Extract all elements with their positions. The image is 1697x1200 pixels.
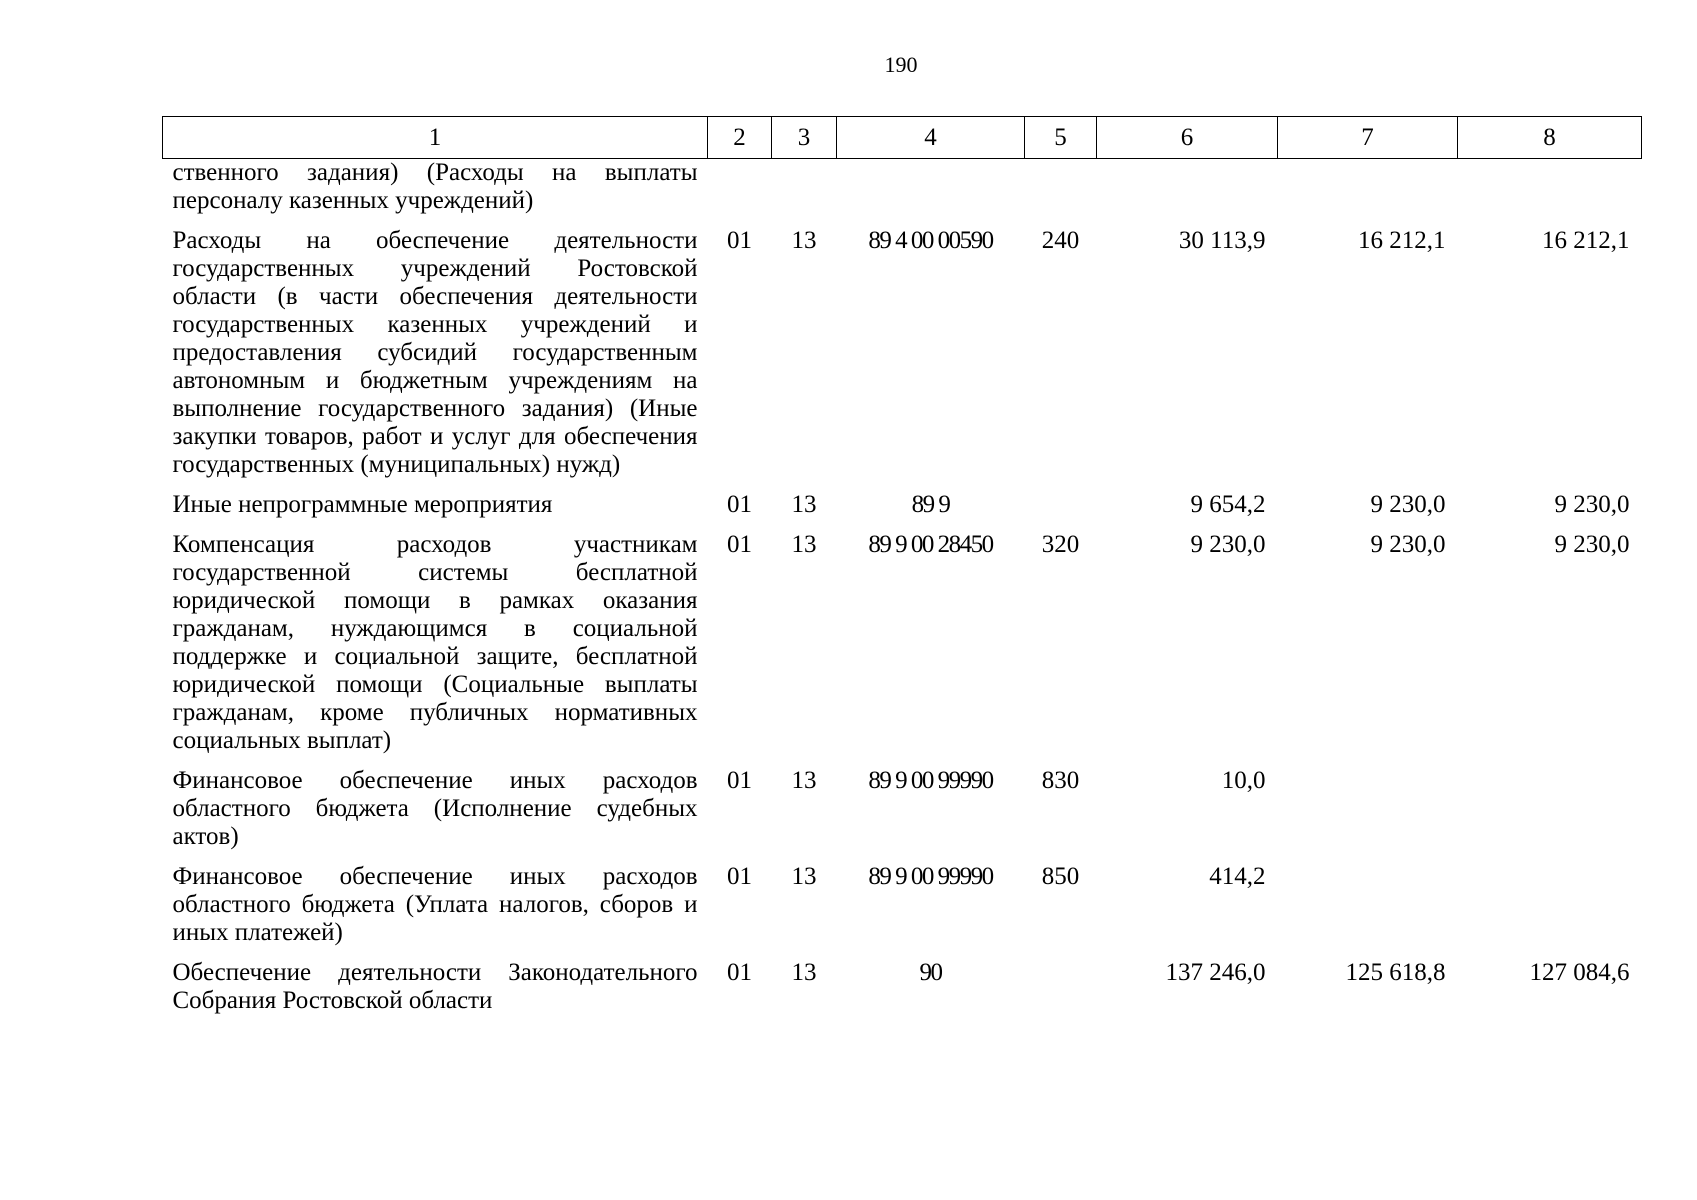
row-expense-type: [1025, 159, 1097, 228]
row-amount-col7: 16 212,1: [1358, 227, 1446, 254]
row-section-code: 01: [727, 227, 752, 254]
row-amount-col6: [1097, 159, 1278, 228]
row-section-code: [708, 159, 772, 228]
row-subsection-code: 13: [791, 863, 817, 890]
table-row: [163, 491, 1642, 531]
table-row: [163, 227, 1642, 491]
row-subsection-code: 13: [791, 959, 817, 986]
row-description: Расходы на обеспечение деятельности государственных учреждений Ростовской области (в части обеспечения деятельности государственных казенных учреждений и предоставления субсидий государственным автономным и бюджетным учреждениям на выполнение государственного задания) (Иные закупки товаров, работ и услуг для обеспечения государственных (муниципальных) нужд): [172, 227, 698, 478]
row-subsection-code: [772, 159, 837, 228]
column-header-4: 4: [837, 117, 1025, 159]
row-amount-col7: [1278, 863, 1458, 959]
row-amount-col6: 30 113,9: [1178, 227, 1266, 254]
row-amount-col6: 9 654,2: [1190, 491, 1266, 518]
column-header-1: 1: [163, 117, 708, 159]
column-header-3: 3: [772, 117, 837, 159]
table-row: [163, 863, 1642, 959]
row-amount-col7: [1278, 159, 1458, 228]
row-subsection-code: 13: [791, 531, 817, 558]
row-target-article: [837, 159, 1025, 228]
row-target-article: 89 9: [911, 491, 950, 518]
row-target-article: 89 9 00 28450: [868, 531, 993, 558]
row-section-code: 01: [727, 767, 752, 794]
row-subsection-code: 13: [791, 767, 817, 794]
page-number: 190: [884, 52, 918, 77]
column-header-2: 2: [708, 117, 772, 159]
row-amount-col7: 9 230,0: [1370, 491, 1446, 518]
row-subsection-code: 13: [791, 491, 817, 518]
row-amount-col8: 16 212,1: [1542, 227, 1630, 254]
row-amount-col6: 9 230,0: [1190, 531, 1266, 558]
row-section-code: 01: [727, 959, 752, 986]
row-description: Иные непрограммные мероприятия: [172, 491, 553, 518]
table-header-row: [163, 117, 1642, 159]
row-description: Обеспечение деятельности Законодательного Собрания Ростовской области: [172, 959, 698, 1014]
table-row: [163, 531, 1642, 767]
table-row: [163, 767, 1642, 863]
table-row: [163, 159, 1642, 228]
row-amount-col8: 127 084,6: [1529, 959, 1630, 986]
row-target-article: 90: [919, 959, 942, 986]
row-amount-col8: [1458, 159, 1642, 228]
column-header-5: 5: [1025, 117, 1097, 159]
row-section-code: 01: [727, 491, 752, 518]
row-description: Финансовое обеспечение иных расходов областного бюджета (Уплата налогов, сборов и иных платежей): [172, 863, 698, 946]
table-row: [163, 959, 1642, 1027]
row-description: ственного задания) (Расходы на выплаты персоналу казенных учреждений): [172, 159, 698, 214]
row-target-article: 89 9 00 99990: [868, 863, 993, 890]
row-amount-col8: [1458, 767, 1642, 863]
row-amount-col8: 9 230,0: [1554, 491, 1630, 518]
row-amount-col7: 125 618,8: [1345, 959, 1446, 986]
row-amount-col6: 414,2: [1209, 863, 1266, 890]
row-expense-type: [1025, 491, 1097, 531]
row-amount-col8: 9 230,0: [1554, 531, 1630, 558]
row-description: Компенсация расходов участникам государственной системы бесплатной юридической помощи в рамках оказания гражданам, нуждающимся в социальной поддержке и социальной защите, бесплатной юридической помощи (Социальные выплаты гражданам, кроме публичных нормативных социальных выплат): [172, 531, 698, 754]
column-header-7: 7: [1278, 117, 1458, 159]
row-description: Финансовое обеспечение иных расходов областного бюджета (Исполнение судебных актов): [172, 767, 698, 850]
budget-table: [162, 116, 1642, 1027]
row-expense-type: 830: [1041, 767, 1080, 794]
row-expense-type: 240: [1041, 227, 1080, 254]
row-amount-col6: 137 246,0: [1165, 959, 1266, 986]
column-header-6: 6: [1097, 117, 1278, 159]
row-amount-col6: 10,0: [1221, 767, 1266, 794]
column-header-8: 8: [1458, 117, 1642, 159]
row-section-code: 01: [727, 863, 752, 890]
row-amount-col7: [1278, 767, 1458, 863]
row-amount-col7: 9 230,0: [1370, 531, 1446, 558]
row-section-code: 01: [727, 531, 752, 558]
row-subsection-code: 13: [791, 227, 817, 254]
row-target-article: 89 4 00 00590: [868, 227, 993, 254]
row-target-article: 89 9 00 99990: [868, 767, 993, 794]
row-expense-type: 320: [1041, 531, 1080, 558]
row-expense-type: 850: [1041, 863, 1080, 890]
row-amount-col8: [1458, 863, 1642, 959]
row-expense-type: [1025, 959, 1097, 1027]
